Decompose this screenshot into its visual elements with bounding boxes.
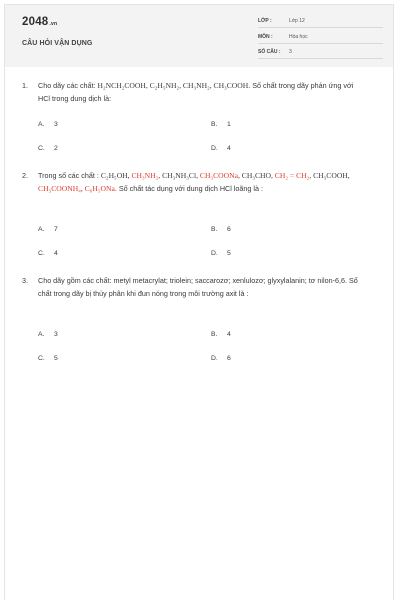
option-3b[interactable] [211,331,231,338]
option-value: 4 [54,250,58,257]
option-1b[interactable] [211,121,231,128]
subject-label: MÔN : [258,34,273,40]
formula-text: , CH₃CHO, [237,171,275,180]
option-1c[interactable] [38,145,58,152]
option-value: 4 [227,331,231,338]
option-label: B. [211,226,218,233]
option-value: 7 [54,226,58,233]
question-number: 3. [22,276,28,285]
option-2c[interactable] [38,250,58,257]
page-title: CÂU HỎI VẬN DỤNG [22,40,93,47]
question-3 [22,275,367,300]
option-1d[interactable] [211,145,231,152]
formula-highlight: CH₃COONa [199,171,238,180]
option-label: B. [211,121,218,128]
formula-highlight: C₆H₅ONa [84,183,115,193]
question-number: 2. [22,171,28,180]
formula-text: , [80,183,85,193]
logo-main: 2048 [22,16,49,28]
option-2b[interactable] [211,226,231,233]
subject-row [258,31,383,44]
option-2d[interactable] [211,250,231,257]
logo-suffix: .vn [49,21,58,27]
option-value: 1 [227,121,231,128]
count-label: SỐ CÂU : [258,49,281,55]
formula-text: H₂NCH₂COOH, C₂H₅NH₂, CH₃NH₂, CH₃COOH [97,81,249,90]
logo [22,16,57,28]
option-label: C. [38,145,45,152]
option-label: B. [211,331,218,338]
option-1a[interactable] [38,121,58,128]
option-3a[interactable] [38,331,58,338]
option-label: D. [211,250,218,257]
header [5,5,393,67]
question-text [38,80,367,105]
formula-highlight: CH₃COONH₄ [38,183,81,193]
option-label: D. [211,145,218,152]
option-value: 3 [54,331,58,338]
option-3c[interactable] [38,355,58,362]
question-text-part: . Số chất trong dãy phản ứng với HCl trong dung dịch là: [38,81,354,103]
option-value: 3 [54,121,58,128]
count-row [258,46,383,59]
option-value: 6 [227,355,231,362]
formula-text: C₂H₅OH, [100,171,132,180]
option-label: D. [211,355,218,362]
formula-text: , CH₃COOH, [309,171,350,180]
option-value: 4 [227,145,231,152]
class-label: LỚP : [258,18,272,24]
question-text-part: Trong số các chất : [38,171,101,180]
formula-highlight: CH₂ = CH₂ [274,171,310,180]
option-value: 5 [54,355,58,362]
question-text-part: Cho dãy gồm các chất: metyl metacrylat; triolein; saccarozơ; xenlulozơ; glyxylalanin; tơ nilon-6,6. Số chất trong dãy bị thủy phân khi đun nóng trong môi trường axit là : [38,276,358,298]
option-value: 5 [227,250,231,257]
question-text-part: Cho dãy các chất: [38,81,98,90]
option-label: A. [38,331,45,338]
option-label: A. [38,226,45,233]
class-row [258,15,383,28]
question-2 [22,170,367,195]
option-value: 6 [227,226,231,233]
formula-highlight: CH₃NH₂ [131,171,159,180]
class-value: Lớp 12 [289,18,305,24]
option-label: A. [38,121,45,128]
formula-text: , CH₃NH₃Cl, [158,171,200,180]
option-2a[interactable] [38,226,58,233]
question-text [38,170,367,195]
option-label: C. [38,250,45,257]
question-1 [22,80,367,105]
option-value: 2 [54,145,58,152]
question-text-part: . Số chất tác dụng với dung dịch HCl loãng là : [114,183,263,193]
count-value: 3 [289,49,292,55]
question-number: 1. [22,81,28,90]
subject-value: Hóa học [289,34,308,40]
option-3d[interactable] [211,355,231,362]
option-label: C. [38,355,45,362]
question-text [38,275,367,300]
